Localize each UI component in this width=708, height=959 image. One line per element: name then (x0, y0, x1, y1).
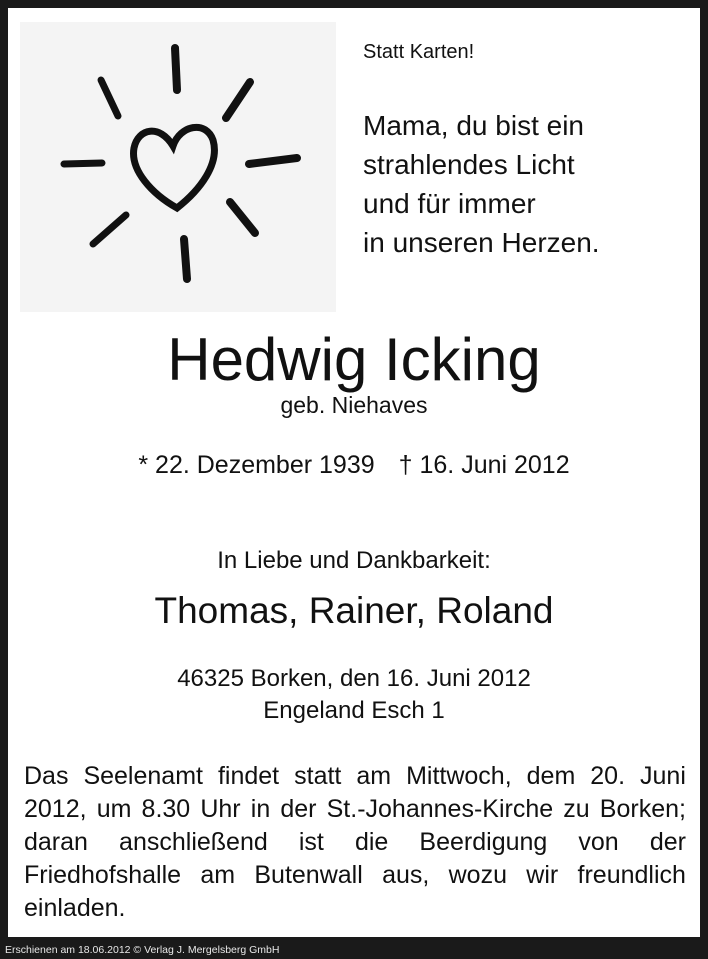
service-word: der (280, 795, 317, 823)
service-word: zu (563, 795, 590, 823)
service-line (24, 892, 686, 925)
service-word: Juni (640, 762, 686, 790)
service-word: in (250, 795, 271, 823)
service-word: Friedhofshalle (24, 861, 182, 889)
service-word: wir (526, 861, 559, 889)
service-word: anschließend (119, 828, 268, 856)
service-line (24, 793, 686, 826)
life-dates (8, 448, 700, 482)
service-word: am (200, 861, 236, 889)
service-word: Butenwall (254, 861, 363, 889)
service-line (24, 826, 686, 859)
service-word: 2012, (24, 795, 87, 823)
service-word: einladen. (24, 894, 126, 922)
poem-line: Mama, du bist ein (363, 110, 584, 141)
service-word: die (354, 828, 389, 856)
service-line (24, 859, 686, 892)
service-word: dem (526, 762, 576, 790)
service-word: Borken; (599, 795, 686, 823)
publication-footer: Erschienen am 18.06.2012 © Verlag J. Mergelsberg GmbH (5, 944, 280, 956)
poem-line: und für immer (363, 188, 536, 219)
family-names: Thomas, Rainer, Roland (154, 590, 554, 631)
service-word: Mittwoch, (406, 762, 512, 790)
service-word: aus, (382, 861, 430, 889)
service-word: um (96, 795, 132, 823)
service-word: daran (24, 828, 88, 856)
birth-date: * 22. Dezember 1939 (138, 451, 375, 479)
statt-karten-label: Statt Karten! (363, 41, 475, 63)
service-word: findet (217, 762, 280, 790)
service-word: St.-Johannes-Kirche (326, 795, 554, 823)
service-word: Beerdigung (419, 828, 548, 856)
service-line (24, 760, 686, 793)
service-word: Seelenamt (83, 762, 203, 790)
birth-name: geb. Niehaves (280, 392, 428, 418)
service-word: statt (294, 762, 342, 790)
service-word: 8.30 (141, 795, 191, 823)
service-word: Das (24, 762, 69, 790)
obituary-notice (8, 8, 700, 937)
thanks-line: In Liebe und Dankbarkeit: (217, 547, 491, 574)
service-word: 20. (590, 762, 626, 790)
service-announcement (24, 760, 686, 925)
service-word: wozu (448, 861, 507, 889)
poem-line: in unseren Herzen. (363, 227, 600, 258)
poem-line: strahlendes Licht (363, 149, 575, 180)
service-word: freundlich (577, 861, 686, 889)
poem (363, 106, 600, 262)
place-date: 46325 Borken, den 16. Juni 2012 (177, 665, 531, 692)
service-word: am (356, 762, 392, 790)
street-address: Engeland Esch 1 (263, 697, 445, 724)
deceased-name: Hedwig Icking (167, 326, 541, 393)
heart-sun-icon (20, 22, 336, 312)
death-date: † 16. Juni 2012 (398, 451, 570, 479)
service-word: der (649, 828, 686, 856)
service-word: Uhr (200, 795, 241, 823)
service-word: von (578, 828, 619, 856)
service-word: ist (298, 828, 324, 856)
